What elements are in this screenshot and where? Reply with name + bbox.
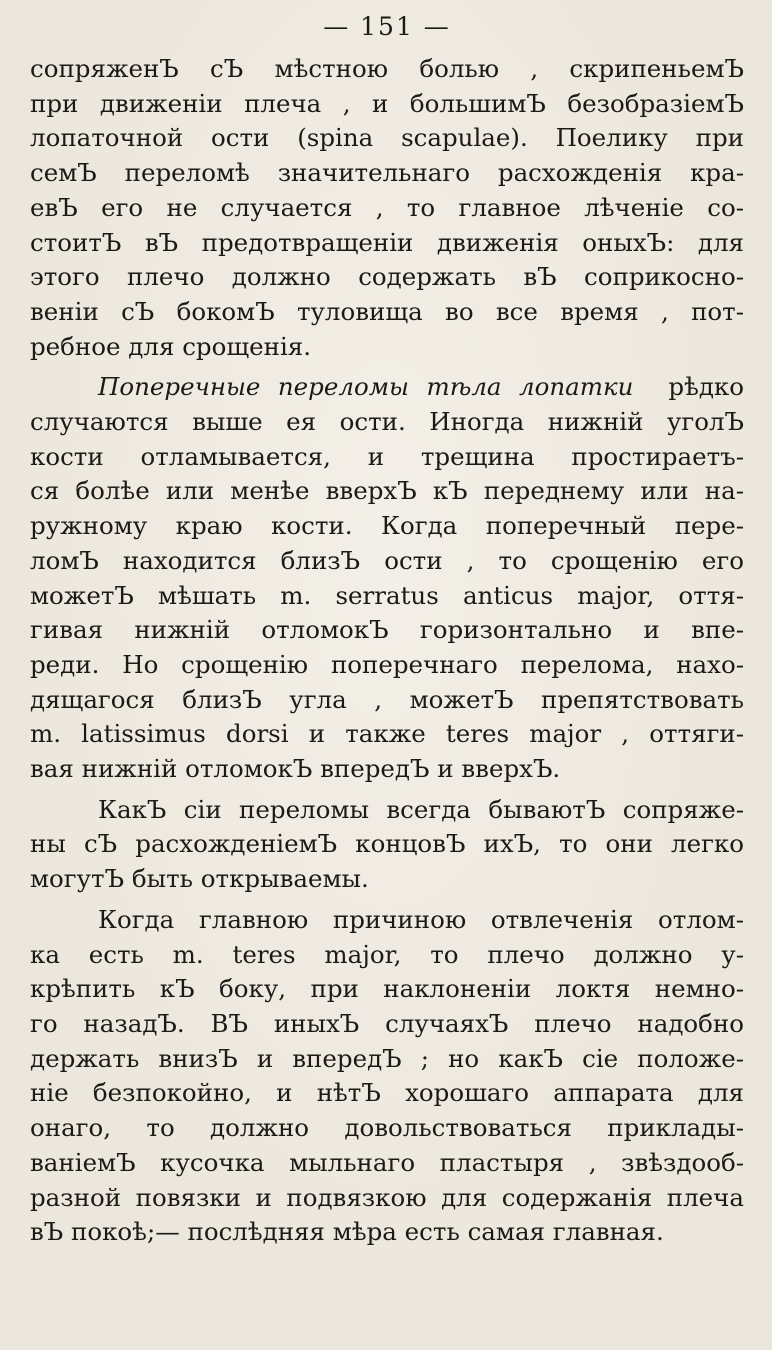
italic-heading: Поперечные переломы тѣла лопатки	[98, 372, 634, 402]
text-line: m. latissimus dorsi и также teres major , оттяги-	[30, 719, 744, 749]
text-line: ка есть m. teres major, то плечо должно у-	[30, 939, 744, 969]
text-line: лопаточной ости (spina scapulae). Поелику при	[30, 123, 744, 153]
text-line: разной повязки и подвязкою для содержанія плеча	[30, 1182, 744, 1212]
text-line: держать внизЪ и впередЪ ; но какЪ сіе положе-	[30, 1043, 744, 1073]
text-line: ребное для срощенія.	[30, 331, 312, 361]
text-line: дящагося близЪ угла , можетЪ препятствовать	[30, 684, 744, 714]
text-line: вЪ покоѣ;— послѣдняя мѣра есть самая главная.	[30, 1217, 664, 1247]
text-line: семЪ переломѣ значительнаго расхожденія кра-	[30, 158, 744, 188]
text-line: Когда главною причиною отвлеченія отлом-	[98, 904, 744, 934]
text-line: крѣпить кЪ боку, при наклоненіи локтя немно-	[30, 974, 744, 1004]
paragraph-3	[30, 793, 744, 897]
text-line: ружному краю кости. Когда поперечный пере-	[30, 511, 744, 541]
text-line: стоитЪ вЪ предотвращенiи движенія оныхЪ: для	[30, 227, 744, 257]
text-line: при движенiи плеча , и большимЪ безобразiемЪ	[30, 88, 744, 118]
text-line: КакЪ сіи переломы всегда бываютЪ сопряже-	[98, 794, 744, 824]
text-line: ніе безпокойно, и нѣтЪ хорошаго аппарата для	[30, 1078, 744, 1108]
text-line: реди. Но срощенію поперечнаго перелома, нахо-	[30, 649, 744, 679]
text-line: евЪ его не случается , то главное лѣченіе со-	[30, 192, 744, 222]
paragraph-4	[30, 903, 744, 1250]
text-line: можетЪ мѣшать m. serratus anticus major, оття-	[30, 580, 744, 610]
text-line: сопряженЪ сЪ мѣстною болью , скрипеньемЪ	[30, 54, 744, 83]
text-line: кости отламывается, и трещина простираетъ-	[30, 441, 744, 471]
text-line: онаго, то должно довольствоваться приклады-	[30, 1113, 744, 1143]
text-line: ны сЪ расхожденіемЪ концовЪ ихЪ, то они легко	[30, 829, 744, 859]
text-line: венiи сЪ бокомЪ туловища во все время , пот-	[30, 296, 744, 326]
text-line	[30, 370, 744, 405]
text-line: вая нижній отломокЪ впередЪ и вверхЪ.	[30, 754, 561, 784]
text-line: ся болѣе или менѣе вверхЪ кЪ переднему или на-	[30, 476, 744, 506]
text-line: могутЪ быть открываемы.	[30, 864, 369, 894]
text-line: этого плечо должно содержать вЪ соприкосно-	[30, 262, 744, 292]
text-fragment: рѣдко	[668, 372, 744, 402]
paragraph-2	[30, 370, 744, 786]
text-line: го назадЪ. ВЪ иныхЪ случаяхЪ плечо надобно	[30, 1008, 744, 1038]
paragraph-1	[30, 52, 744, 364]
page-number: — 151 —	[323, 12, 451, 41]
text-line: гивая нижній отломокЪ горизонтально и впе-	[30, 615, 744, 645]
text-line: ваніемЪ кусочка мыльнаго пластыря , звѣздооб-	[30, 1147, 744, 1177]
text-line: случаются выше ея ости. Иногда нижній уголЪ	[30, 407, 744, 437]
text-line: ломЪ находится близЪ ости , то срощенію его	[30, 545, 744, 575]
